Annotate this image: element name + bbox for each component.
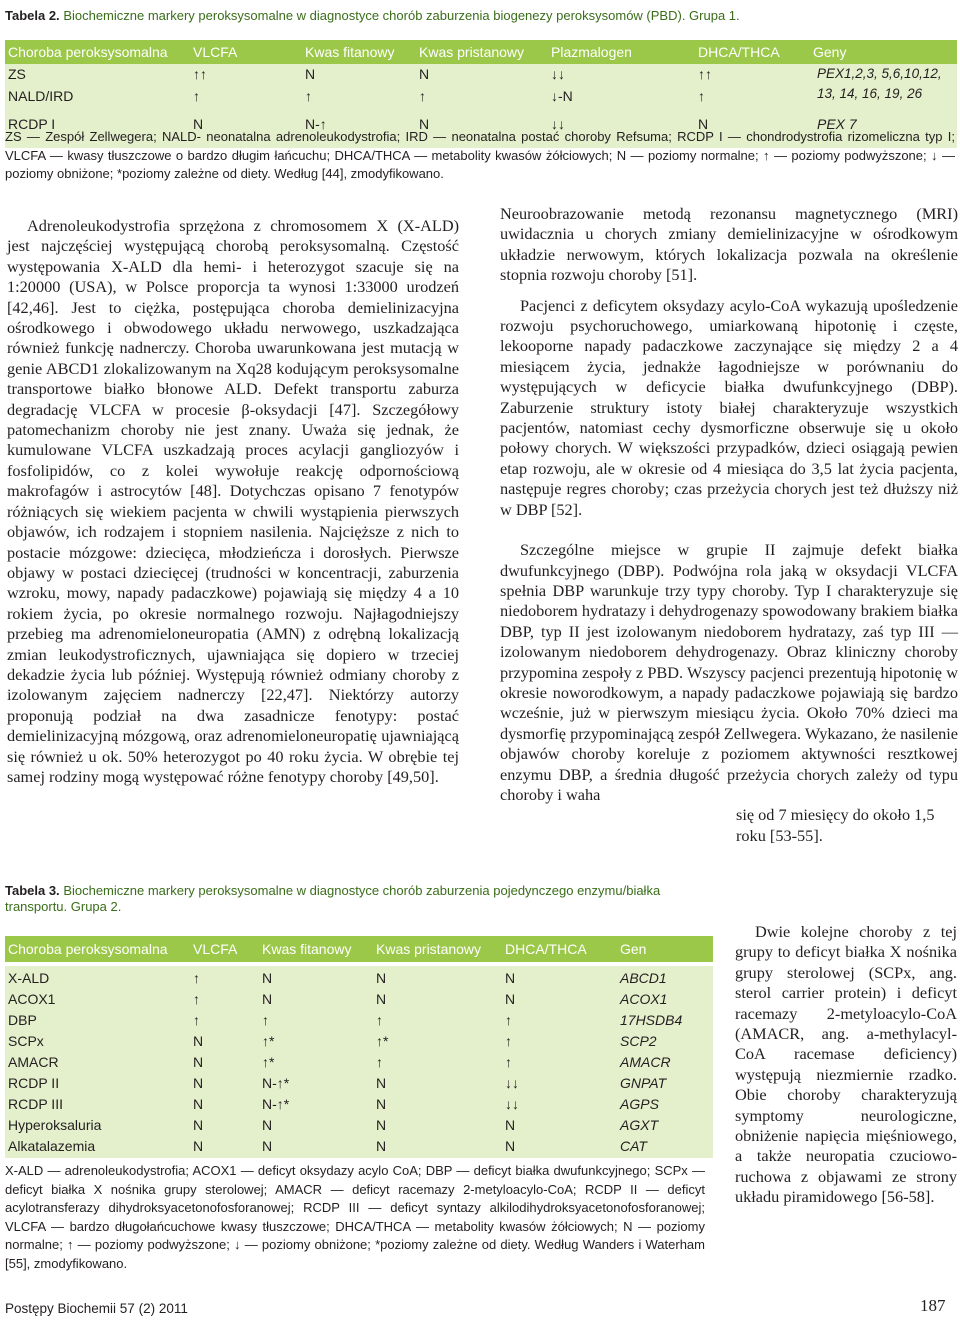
- table3-cell-pristanowy: ↑: [376, 1012, 383, 1028]
- table3-cell-name: RCDP III: [8, 1096, 63, 1112]
- table2-header-plazmalogen: Plazmalogen: [551, 44, 632, 60]
- table3-cell-name: X-ALD: [8, 970, 50, 986]
- table3-cell-name: Hyperoksaluria: [8, 1117, 102, 1133]
- right-paragraph-1: Neuroobrazowanie metodą rezonansu magnetycznego (MRI) uwidacznia u chorych zmiany demielinizacyjne w ośrodkowym układzie nerwowym, których lokalizacja pozwala na określenie stopnia rozwoju choroby [51].: [500, 204, 958, 285]
- table2-row-nald-pristanowy: ↑: [419, 88, 426, 104]
- table3-cell-gen: ABCD1: [620, 970, 667, 986]
- table3-cell-gen: AMACR: [620, 1054, 671, 1070]
- table3-cell-pristanowy: N: [376, 1096, 387, 1112]
- table2-header-disease: Choroba peroksysomalna: [8, 44, 168, 60]
- table3-cell-dhca: ↑: [505, 1033, 512, 1049]
- table2-row-rcdp1-plazmalogen: ↓↓: [551, 116, 565, 132]
- table3-cell-name: DBP: [8, 1012, 37, 1028]
- table3-row: [5, 1012, 713, 1033]
- table3-cell-vlcfa: N: [193, 1033, 204, 1049]
- table2-row-rcdp1-geny: PEX 7: [817, 116, 857, 132]
- table3-cell-fitanowy: N: [262, 991, 273, 1007]
- table3-cell-vlcfa: N: [193, 1096, 204, 1112]
- table3-caption: [5, 883, 715, 915]
- table3-row: [5, 1117, 713, 1138]
- table2-genes-line1: PEX1,2,3, 5,6,10,12,: [817, 66, 942, 81]
- table2-row-rcdp1-vlcfa: N: [193, 116, 204, 132]
- table2-row-nald-plazmalogen: ↓-N: [551, 88, 573, 104]
- table2-row-zs-plazmalogen: ↓↓: [551, 66, 565, 82]
- table3-cell-name: AMACR: [8, 1054, 59, 1070]
- table3-cell-dhca: N: [505, 970, 516, 986]
- table3-cell-name: SCPx: [8, 1033, 44, 1049]
- table3-row: [5, 991, 713, 1012]
- table3-cell-vlcfa: N: [193, 1117, 204, 1133]
- table2-header-geny: Geny: [813, 44, 847, 60]
- table3-cell-dhca: N: [505, 1138, 516, 1154]
- table3-header-vlcfa: VLCFA: [193, 941, 238, 957]
- table3-cell-name: ACOX1: [8, 991, 56, 1007]
- table3-cell-fitanowy: N-↑*: [262, 1096, 290, 1112]
- table3-header-row: [5, 936, 713, 962]
- right-paragraph-2: Pacjenci z deficytem oksydazy acylo-CoA wykazują upośledzenie rozwoju psychoruchowego, umiarkowaną hipotonię i częste, lekooporne napady padaczkowe zaczynające się między 2 a 4 miesiącem życia, jednakże łagodniejsze w porównaniu do występujących w deficycie białka dwufunkcyjnego (DBP). Zaburzenie struktury istoty białej charakteryzuje wszystkich pacjentów, natomiast cechy dysmorficzne obserwuje się u około połowy chorych. W większości przypadków, dzieci osiągają pewien etap rozwoju, ale w okresie od 4 miesiąca do 3,5 lat życia pacjenta, następuje regres choroby; czas przeżycia chorych jest też dłuższy niż w DBP [52].: [500, 295, 958, 519]
- table3-header-pristanowy: Kwas pristanowy: [376, 941, 482, 957]
- right-column: [500, 204, 958, 846]
- table3-cell-vlcfa: ↑: [193, 970, 200, 986]
- left-column: [7, 216, 459, 787]
- right-paragraph-3-cont-line1: się od 7 miesięcy do około 1,5: [736, 805, 935, 825]
- table3-row: [5, 1075, 713, 1096]
- table2-row-zs-fitanowy: N: [305, 66, 316, 82]
- right-paragraph-3-cont: [500, 805, 958, 846]
- table2-header-dhca: DHCA/THCA: [698, 44, 780, 60]
- table3-header-dhca: DHCA/THCA: [505, 941, 587, 957]
- footer-page-number: 187: [920, 1296, 946, 1315]
- table2-row-zs-dhca: ↑↑: [698, 66, 712, 82]
- table3-cell-fitanowy: ↑*: [262, 1054, 275, 1070]
- table3-header-gen: Gen: [620, 941, 647, 957]
- table2-row-rcdp1-fitanowy: N-↑: [305, 116, 327, 132]
- table3-header-disease: Choroba peroksysomalna: [8, 941, 168, 957]
- table2-row-nald-dhca: ↑: [698, 88, 705, 104]
- table3-cell-gen: AGPS: [620, 1096, 659, 1112]
- table3-cell-dhca: N: [505, 991, 516, 1007]
- table2-caption: [5, 8, 955, 24]
- table3-row: [5, 1033, 713, 1054]
- table3-cell-dhca: ↓↓: [505, 1096, 519, 1112]
- table3-cell-dhca: ↓↓: [505, 1075, 519, 1091]
- table3-cell-gen: GNPAT: [620, 1075, 667, 1091]
- table3-caption-text: Biochemiczne markery peroksysomalne w diagnostyce chorób zaburzenia pojedynczego enzymu/białka transportu. Grupa 2.: [5, 883, 661, 914]
- table2-row-zs-vlcfa: ↑↑: [193, 66, 207, 82]
- table3-cell-fitanowy: N: [262, 970, 273, 986]
- table3-cell-pristanowy: N: [376, 1117, 387, 1133]
- table3-row: [5, 1138, 713, 1159]
- table3-row: [5, 970, 713, 991]
- table2-legend: ZS — Zespół Zellwegera; NALD- neonatalna adrenoleukodystrofia; IRD — neonatalna postać choroby Refsuma; RCDP I — chondrodystrofia rizomeliczna typ I; VLCFA — kwasy tłuszczowe o bardzo długim łańcuchu; DHCA/THCA — metabolity kwasów żółciowych; N — poziomy normalne; ↑ — poziomy podwyższone; ↓ — poziomy obniżone; *poziomy zależne od diety. Według [44], zmodyfikowano.: [5, 129, 955, 181]
- table3-cell-pristanowy: N: [376, 1075, 387, 1091]
- table3-cell-vlcfa: ↑: [193, 991, 200, 1007]
- right-column-lower: [735, 922, 957, 1208]
- table2-row-zs-pristanowy: N: [419, 66, 430, 82]
- table3-cell-gen: SCP2: [620, 1033, 657, 1049]
- table2-row-rcdp1-name: RCDP I: [8, 116, 56, 132]
- table3-cell-vlcfa: ↑: [193, 1012, 200, 1028]
- table3-cell-pristanowy: N: [376, 1138, 387, 1154]
- table3-cell-fitanowy: ↑: [262, 1012, 269, 1028]
- table3-cell-vlcfa: N: [193, 1075, 204, 1091]
- left-column-paragraph: Adrenoleukodystrofia sprzężona z chromosomem X (X-ALD) jest najczęściej występującą chorobą peroksysomalną. Częstość występowania X-ALD dla hemi- i heterozygot szacuje się na 1:20000 (USA), w Polsce proporcja ta wynosi 1:33000 urodzeń [42,46]. Jest to ciężka, postępująca choroba demielinizacyjna ośrodkowego i obwodowego układu nerwowego, uszkadzająca również funkcję nadnerczy. Choroba uwarunkowana jest mutacją w genie ABCD1 zlokalizowanym na Xq28 kodującym peroksysomalne transportowe białko błonowe ALD. Defekt transportu zaburza degradację VLCFA w procesie β-oksydacji [47]. Szczegółowy patomechanizm choroby nie jest znany. Uważa się jednak, że kumulowane VLCFA uszkadzają proces acylacji gangliozyów i fosfolipidów, co z kolei wywołuje reakcję odpornościową makrofagów i astrocytów [48]. Dotychczas opisano 7 fenotypów różniących się wiekiem pacjenta w chwili wystąpienia pierwszych objawów, ich rodzajem i stopniem nasilenia. Najcięższe z nich to postacie mózgowe: dziecięca, młodzieńcza i dorosłych. Pierwsze objawy w postaci dziecięcej (trudności w koncentracji, zaburzenia wzroku, mowy, napady padaczkowe) pojawiają się między 4 a 10 rokiem życia, po okresie normalnego rozwoju. Najłagodniejszy przebieg ma adrenomieloneuropatia (AMN) z odrębną lokalizacją zmian leukodystroficznych, ujawniająca się dopiero w trzeciej dekadzie życia lub później. Występują również odmiany choroby z izolowanym zajęciem nadnerczy [22,47]. Niektórzy autorzy proponują podział na dwa zasadnicze fenotypy: postać demielinizacyjną mózgową, oraz adrenomieloneuropatię ujawniającą się również u ok. 50% heterozygot po 40 roku życia. W obrębie tej samej rodziny mogą występować różne fenotypy choroby [49,50].: [7, 216, 459, 786]
- table2-row-rcdp1-dhca: N: [698, 116, 709, 132]
- table2-row-nald-vlcfa: ↑: [193, 88, 200, 104]
- table2-caption-label: Tabela 2.: [5, 8, 60, 23]
- table3-cell-fitanowy: N: [262, 1138, 273, 1154]
- table3-row: [5, 1096, 713, 1117]
- right-paragraph-3: Szczególne miejsce w grupie II zajmuje defekt białka dwufunkcyjnego (DBP). Podwójna rola jaką w oksydacji VLCFA spełnia DBP warunkuje trzy typy choroby. Typ I charakteryzuje się niedoborem hydratazy i dehydrogenazy spowodowany brakiem białka DBP, typ II jest izolowanym niedoborem hydratazy, zaś typ III — izolowanym niedoborem dehydrogenazy. Obraz kliniczny choroby przypomina zespoły z PBD. Wszyscy pacjenci prezentują hipotonię w okresie noworodkowym, a napady padaczkowe pojawiają się bardzo wcześnie, już w pierwszym miesiącu życia. Około 70% dzieci ma dysmorfię przypominającą zespół Zellwegera. Wykazano, że nasilenie objawów choroby koreluje z poziomem aktywności resztkowej enzymu DBP, a średnia długość przeżycia chorych zależy od typu choroby i waha: [500, 540, 959, 804]
- table3-cell-gen: AGXT: [620, 1117, 659, 1133]
- right-paragraph-3-cont-line2: roku [53-55].: [736, 825, 823, 845]
- table3-cell-pristanowy: ↑: [376, 1054, 383, 1070]
- table3-cell-name: RCDP II: [8, 1075, 60, 1091]
- right-paragraph-4: Dwie kolejne choroby z tej grupy to deficyt białka X nośnika grupy sterolowej (SCPx, ang. sterol carrier protein) i deficyt racemazy 2-metyloacylo-CoA (AMACR, ang. a-methylacyl-CoA racemase deficiency) występują niezmiernie rzadko. Obie choroby charakteryzują symptomy neurologiczne, obniżenie napięcia mięśniowego, a także neuropatia czuciowo-ruchowa z objawami ze strony układu piramidowego [56-58].: [735, 922, 957, 1207]
- table3-cell-fitanowy: N-↑*: [262, 1075, 290, 1091]
- table2-header-pristanowy: Kwas pristanowy: [419, 44, 525, 60]
- table3-body: [5, 966, 713, 1158]
- table2-genes-line2: 13, 14, 16, 19, 26: [817, 86, 923, 101]
- table2-header-row: [5, 40, 957, 64]
- table3-cell-gen: 17HSDB4: [620, 1012, 683, 1028]
- table3-legend: X-ALD — adrenoleukodystrofia; ACOX1 — deficyt oksydazy acylo CoA; DBP — deficyt białka dwufunkcyjnego; SCPx — deficyt białka X nośnika grupy sterolowej; AMACR — deficyt racemazy 2-metyloacylo-CoA; RCDP II — deficyt acylotransferazy dihydroksyacetonofosforanowej; RCDP III — deficyt syntazy alkilodihydroksyacetonofosforanowej; VLCFA — bardzo długołańcuchowe kwasy tłuszczowe; DHCA/THCA — metabolity kwasów żółciowych; N — poziomy normalne; ↑ — poziomy podwyższone; ↓ — poziomy obniżone; *poziomy zależne od diety. Według Wanders i Waterham [55], zmodyfikowano.: [5, 1163, 705, 1271]
- table3-header-fitanowy: Kwas fitanowy: [262, 941, 352, 957]
- table3: [5, 936, 713, 1158]
- table3-cell-vlcfa: N: [193, 1054, 204, 1070]
- table3-cell-fitanowy: ↑*: [262, 1033, 275, 1049]
- footer-journal: Postępy Biochemii 57 (2) 2011: [5, 1301, 188, 1316]
- table2-row-zs-name: ZS: [8, 66, 26, 82]
- table3-cell-dhca: ↑: [505, 1012, 512, 1028]
- table3-caption-label: Tabela 3.: [5, 883, 60, 898]
- table2-caption-text: Biochemiczne markery peroksysomalne w diagnostyce chorób zaburzenia biogenezy peroksysomów (PBD). Grupa 1.: [63, 8, 740, 23]
- table2-row-rcdp1-pristanowy: N: [419, 116, 430, 132]
- table3-row: [5, 1054, 713, 1075]
- table3-cell-gen: ACOX1: [620, 991, 668, 1007]
- table3-cell-vlcfa: N: [193, 1138, 204, 1154]
- table3-cell-pristanowy: N: [376, 970, 387, 986]
- table2-header-vlcfa: VLCFA: [193, 44, 238, 60]
- table2-row-nald-fitanowy: ↑: [305, 88, 312, 104]
- table3-cell-fitanowy: N: [262, 1117, 273, 1133]
- table2-row-nald-name: NALD/IRD: [8, 88, 74, 104]
- table2-header-fitanowy: Kwas fitanowy: [305, 44, 395, 60]
- table3-cell-dhca: N: [505, 1117, 516, 1133]
- table3-cell-pristanowy: ↑*: [376, 1033, 389, 1049]
- table3-cell-name: Alkatalazemia: [8, 1138, 96, 1154]
- table3-cell-pristanowy: N: [376, 991, 387, 1007]
- table3-cell-dhca: ↑: [505, 1054, 512, 1070]
- table3-cell-gen: CAT: [620, 1138, 647, 1154]
